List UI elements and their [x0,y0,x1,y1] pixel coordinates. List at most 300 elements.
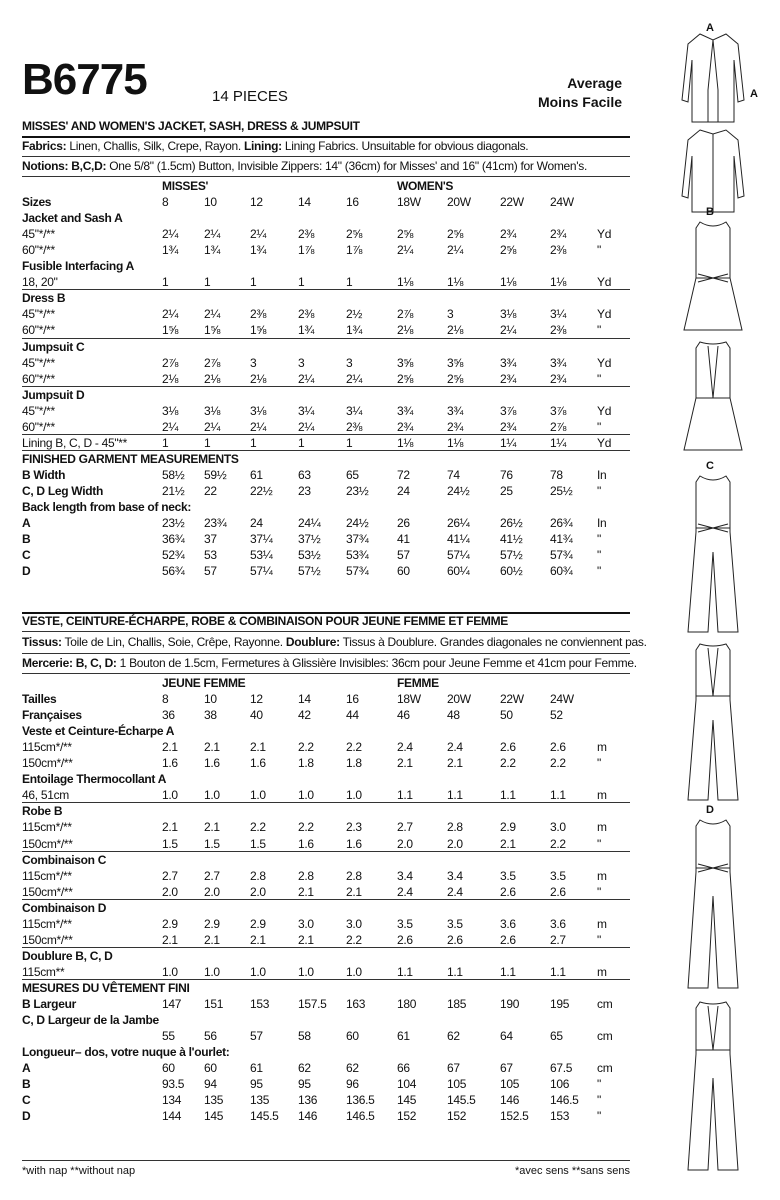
dress-b-sketch [678,218,748,458]
table-cell: 2¼ [250,419,267,434]
table-cell: 1.1 [447,788,463,803]
unit-label: In [597,516,607,531]
table-cell: 76 [500,467,513,482]
yardage-row [22,515,632,531]
table-cell: 3 [298,355,305,370]
table-cell: 2¾ [500,227,517,242]
table-cell: 104 [397,1077,417,1092]
table-cell: 1.6 [250,756,266,771]
table-cell: 3 [346,355,353,370]
size-value: 10 [204,692,217,707]
table-cell: 1.0 [250,788,266,803]
unit-label: cm [597,997,613,1011]
table-cell: 1.1 [500,788,516,803]
table-cell: 145.5 [447,1093,476,1108]
table-cell: 3 [447,307,454,322]
table-cell: 105 [500,1077,520,1092]
table-cell: 60¾ [550,564,573,579]
table-cell: 57 [397,548,410,563]
table-cell: 3⅛ [500,307,517,322]
mercerie-line [22,655,637,671]
view-label-a: A [706,22,714,34]
footnote-fr: *avec sens **sans sens [515,1165,630,1177]
table-cell: 53¾ [346,548,369,563]
table-cell: 145 [397,1093,417,1108]
section-label: Combinaison D [22,900,107,915]
size-value: 8 [162,692,169,707]
size-value: 12 [250,692,263,707]
row-label: C [22,1093,31,1108]
table-cell: 157.5 [298,997,327,1011]
table-cell: 65 [550,1029,563,1044]
table-cell: 2.4 [447,740,463,755]
section-heading [22,803,632,819]
table-cell: 2⅞ [397,307,414,322]
table-cell: 1.1 [500,964,516,979]
size-value: 10 [204,195,217,210]
table-cell: 2¼ [298,371,315,386]
table-cell: 2.1 [250,932,266,947]
francaises-row [22,707,632,723]
table-cell: 57½ [298,564,321,579]
table-cell: 57¼ [250,564,273,579]
table-cell: 1.6 [298,836,314,851]
yardage-row [22,531,632,547]
row-label: 60"*/** [22,243,55,258]
fabrics-text: Linen, Challis, Silk, Crepe, Rayon. [66,139,244,153]
size-group-row [22,178,632,194]
table-cell: 135 [250,1093,270,1108]
table-cell: 136.5 [346,1093,375,1108]
table-cell: 1⅛ [500,275,517,290]
size-value: 8 [162,195,169,210]
table-cell: 3.6 [500,916,516,931]
table-cell: 26¾ [550,516,573,531]
size-value: 44 [346,708,359,723]
jumpsuit-c-sketch [678,472,748,802]
table-cell: 2¼ [447,243,464,258]
table-cell: 1⅝ [162,323,179,338]
table-cell: 3¾ [397,403,414,418]
unit-label: " [597,243,601,258]
table-cell: 2.1 [204,932,220,947]
row-label: 150cm*/** [22,932,73,947]
row-label: 150cm*/** [22,756,73,771]
table-cell: 62 [447,1029,460,1044]
yardage-row [22,563,632,579]
table-cell: 1.1 [447,964,463,979]
size-group-label: FEMME [397,676,439,690]
unit-label: " [597,419,601,434]
yardage-row [22,226,632,242]
table-cell: 59½ [204,467,227,482]
table-cell: 2.6 [500,740,516,755]
table-cell: 56¾ [162,564,185,579]
jacket-a-front-sketch [678,30,748,215]
table-cell: 24 [397,483,410,498]
pieces-count: 14 PIECES [212,88,288,105]
row-label: 115cm** [22,964,65,979]
size-group-label: MISSES' [162,179,209,193]
size-value: 36 [162,708,175,723]
section-heading [22,771,632,787]
table-cell: 26½ [500,516,523,531]
difficulty-fr: Moins Facile [537,94,622,110]
table-cell: 1.1 [550,964,566,979]
table-cell: 146.5 [346,1109,375,1124]
unit-label: " [597,756,601,771]
yardage-row [22,274,632,290]
row-label: B [22,1077,31,1092]
row-label: B [22,532,31,547]
table-cell: 2¾ [500,371,517,386]
unit-label: m [597,788,607,803]
yardage-row [22,787,632,803]
table-cell: 2¼ [250,227,267,242]
table-cell: 1⅛ [447,435,464,450]
size-label: Sizes [22,195,52,210]
row-label: 115cm*/** [22,820,72,835]
section-label: FINISHED GARMENT MEASUREMENTS [22,451,239,466]
lining-text: Lining Fabrics. Unsuitable for obvious diagonals. [281,139,529,153]
section-heading [22,210,632,226]
table-cell: 195 [550,997,570,1011]
table-cell: 2.6 [397,932,413,947]
tissus-label: Tissus: [22,635,62,649]
yardage-row [22,242,632,258]
size-value: 16 [346,195,359,210]
size-value: 12 [250,195,263,210]
row-label: A [22,1061,31,1076]
table-cell: 2.1 [500,836,516,851]
section-label: Entoilage Thermocollant A [22,772,167,787]
unit-label: " [597,1077,601,1092]
row-label: 60"*/** [22,419,55,434]
title-fr: VESTE, CEINTURE-ÉCHARPE, ROBE & COMBINAISON POUR JEUNE FEMME ET FEMME [22,614,509,628]
table-cell: 67 [447,1061,460,1076]
size-value: 18W [397,692,421,707]
section-label: Jumpsuit C [22,339,85,354]
fabrics-label: Fabrics: [22,139,67,153]
table-cell: 26¼ [447,516,470,531]
table-cell: 1¾ [162,243,179,258]
yardage-row [22,868,632,884]
table-cell: 53½ [298,548,321,563]
lining-label: Lining: [243,139,282,153]
table-cell: 3.5 [500,868,516,883]
table-cell: 64 [500,1029,513,1044]
unit-label: Yd [597,403,612,418]
size-group-row [22,675,632,691]
size-group-label: JEUNE FEMME [162,676,246,690]
unit-label: In [597,467,607,482]
section-heading [22,1044,632,1060]
table-cell: 2⅝ [447,227,464,242]
table-cell: 3¼ [550,307,567,322]
yardage-row [22,1028,632,1044]
table-cell: 23¾ [204,516,227,531]
row-label: 45"*/** [22,307,55,322]
table-cell: 1 [250,275,257,290]
table-cell: 135 [204,1093,224,1108]
table-cell: 1⅞ [298,243,315,258]
table-cell: 2⅛ [204,371,221,386]
row-label: 45"*/** [22,227,55,242]
row-label: 60"*/** [22,371,55,386]
table-cell: 153 [250,997,270,1011]
table-cell: 2¼ [204,307,221,322]
row-label: 115cm*/** [22,916,72,931]
table-cell: 2.1 [204,740,220,755]
section-heading [22,1012,632,1028]
section-heading [22,852,632,868]
table-cell: 1¾ [298,323,315,338]
size-value: 52 [550,708,563,723]
table-cell: 1.5 [250,836,266,851]
yardage-row [22,306,632,322]
table-cell: 1.0 [250,964,266,979]
table-cell: 3⅞ [550,403,567,418]
table-cell: 152 [447,1109,467,1124]
difficulty [538,74,622,112]
yardage-row [22,483,632,499]
table-cell: 37 [204,532,217,547]
table-cell: 3⅛ [204,403,221,418]
size-value: 50 [500,708,513,723]
table-cell: 72 [397,467,410,482]
yardage-row [22,1076,632,1092]
section-label: Fusible Interfacing A [22,259,134,274]
unit-label: " [597,564,601,579]
table-cell: 1¾ [346,323,363,338]
row-label: D [22,1109,31,1124]
table-cell: 2.1 [162,740,178,755]
table-cell: 2.2 [500,756,516,771]
table-cell: 3¾ [500,355,517,370]
row-label: 150cm*/** [22,836,73,851]
yardage-row [22,403,632,419]
section-label: Combinaison C [22,852,107,867]
table-cell: 57 [204,564,217,579]
doublure-text: Tissus à Doublure. Grandes diagonales ne conviennent pas. [339,635,647,649]
table-cell: 1.0 [298,964,314,979]
table-cell: 136 [298,1093,318,1108]
table-cell: 60 [346,1029,359,1044]
table-cell: 2¾ [447,419,464,434]
table-cell: 152.5 [500,1109,529,1124]
table-cell: 2⅛ [162,371,179,386]
table-cell: 22 [204,483,217,498]
table-cell: 2.2 [298,820,314,835]
table-cell: 1.5 [162,836,178,851]
mercerie-label: Mercerie: B, C, D: [22,656,117,670]
size-value: 40 [250,708,263,723]
table-cell: 2.1 [204,820,220,835]
unit-label: cm [597,1061,613,1076]
table-cell: 96 [346,1077,359,1092]
size-value: 14 [298,692,311,707]
pattern-number: B6775 [22,55,147,104]
table-cell: 2.7 [162,868,178,883]
table-cell: 2.1 [447,756,463,771]
yardage-row [22,916,632,932]
section-heading [22,980,632,996]
divider [22,673,630,674]
table-cell: 2.2 [298,740,314,755]
table-cell: 93.5 [162,1077,185,1092]
yardage-row [22,884,632,900]
yardage-row [22,435,632,451]
section-label: Dress B [22,291,66,306]
table-cell: 57¾ [346,564,369,579]
table-cell: 2¼ [397,243,414,258]
notions-line [22,158,587,174]
table-cell: 1¾ [250,243,267,258]
unit-label: " [597,884,601,899]
size-value: 42 [298,708,311,723]
table-cell: 134 [162,1093,182,1108]
table-cell: 1 [204,435,211,450]
table-cell: 61 [397,1029,410,1044]
table-cell: 57½ [500,548,523,563]
table-cell: 2.2 [346,932,362,947]
unit-label: " [597,1093,601,1108]
table-cell: 3.4 [397,868,413,883]
yardage-row [22,836,632,852]
size-value: 24W [550,692,574,707]
table-cell: 2.0 [397,836,413,851]
table-cell: 23½ [162,516,185,531]
table-cell: 1 [298,435,305,450]
yardage-row [22,371,632,387]
table-cell: 62 [298,1061,311,1076]
table-cell: 152 [397,1109,417,1124]
view-sketches [650,0,780,1200]
table-cell: 1.1 [397,788,413,803]
table-cell: 36¾ [162,532,185,547]
table-cell: 74 [447,467,460,482]
row-label: B Largeur [22,997,76,1011]
section-label: Veste et Ceinture-Écharpe A [22,724,175,739]
yardage-row [22,322,632,338]
table-cell: 146 [500,1093,520,1108]
table-cell: 2.6 [500,884,516,899]
divider [22,631,630,632]
unit-label: " [597,1109,601,1124]
table-cell: 2.6 [550,740,566,755]
table-cell: 2.0 [162,884,178,899]
doublure-label: Doublure: [285,635,340,649]
table-cell: 2.4 [397,740,413,755]
table-cell: 2⅞ [204,355,221,370]
table-cell: 190 [500,997,520,1011]
table-cell: 37¼ [250,532,273,547]
table-cell: 3¼ [346,403,363,418]
section-heading [22,387,632,403]
table-cell: 2.0 [204,884,220,899]
table-cell: 41¼ [447,532,470,547]
table-cell: 2.6 [447,932,463,947]
row-label: A [22,516,31,531]
table-cell: 1¼ [500,435,517,450]
divider [22,653,630,654]
table-cell: 1.6 [162,756,178,771]
section-label: Jumpsuit D [22,387,85,402]
unit-label: m [597,868,607,883]
table-cell: 60½ [500,564,523,579]
table-cell: 2.2 [550,756,566,771]
table-cell: 3.6 [550,916,566,931]
table-cell: 2¾ [550,227,567,242]
table-cell: 2⅜ [550,243,567,258]
section-heading [22,258,632,274]
table-cell: 2.1 [346,884,362,899]
unit-label: " [597,483,601,498]
table-cell: 2⅝ [500,243,517,258]
unit-label: Yd [597,275,612,290]
unit-label: Yd [597,227,612,242]
table-cell: 2¼ [346,371,363,386]
table-cell: 2.0 [250,884,266,899]
table-cell: 2.0 [447,836,463,851]
table-cell: 144 [162,1109,182,1124]
divider [22,156,630,157]
unit-label: " [597,548,601,563]
table-cell: 2⅞ [550,419,567,434]
table-cell: 24 [250,516,263,531]
table-cell: 3.5 [447,916,463,931]
table-cell: 58½ [162,467,185,482]
table-cell: 2¼ [298,419,315,434]
size-value: 16 [346,692,359,707]
difficulty-en: Average [567,75,622,91]
table-cell: 52¾ [162,548,185,563]
table-cell: 2½ [346,307,363,322]
table-cell: 3⅛ [162,403,179,418]
table-cell: 1⅞ [346,243,363,258]
table-cell: 3.0 [298,916,314,931]
view-label-c: C [706,460,714,472]
unit-label: m [597,740,607,755]
table-cell: 2⅝ [346,227,363,242]
table-cell: 24¼ [298,516,321,531]
table-cell: 57¼ [447,548,470,563]
section-label: Back length from base of neck: [22,500,192,514]
table-cell: 1 [346,275,353,290]
table-cell: 55 [162,1029,175,1044]
size-value: 22W [500,195,524,210]
row-label: 150cm*/** [22,884,73,899]
table-cell: 2¾ [397,419,414,434]
row-label: 45"*/** [22,403,55,418]
size-label: Tailles [22,692,57,707]
unit-label: " [597,371,601,386]
table-cell: 23 [298,483,311,498]
table-cell: 63 [298,467,311,482]
table-cell: 145.5 [250,1109,279,1124]
table-cell: 3⅝ [447,355,464,370]
section-label: MESURES DU VÊTEMENT FINI [22,980,190,995]
table-cell: 1.6 [204,756,220,771]
table-cell: 1.5 [204,836,220,851]
yardage-row [22,1108,632,1124]
table-cell: 2⅛ [397,323,414,338]
table-cell: 2.7 [397,820,413,835]
table-cell: 153 [550,1109,570,1124]
table-cell: 106 [550,1077,570,1092]
table-cell: 57 [250,1029,263,1044]
table-cell: 2.1 [397,756,413,771]
